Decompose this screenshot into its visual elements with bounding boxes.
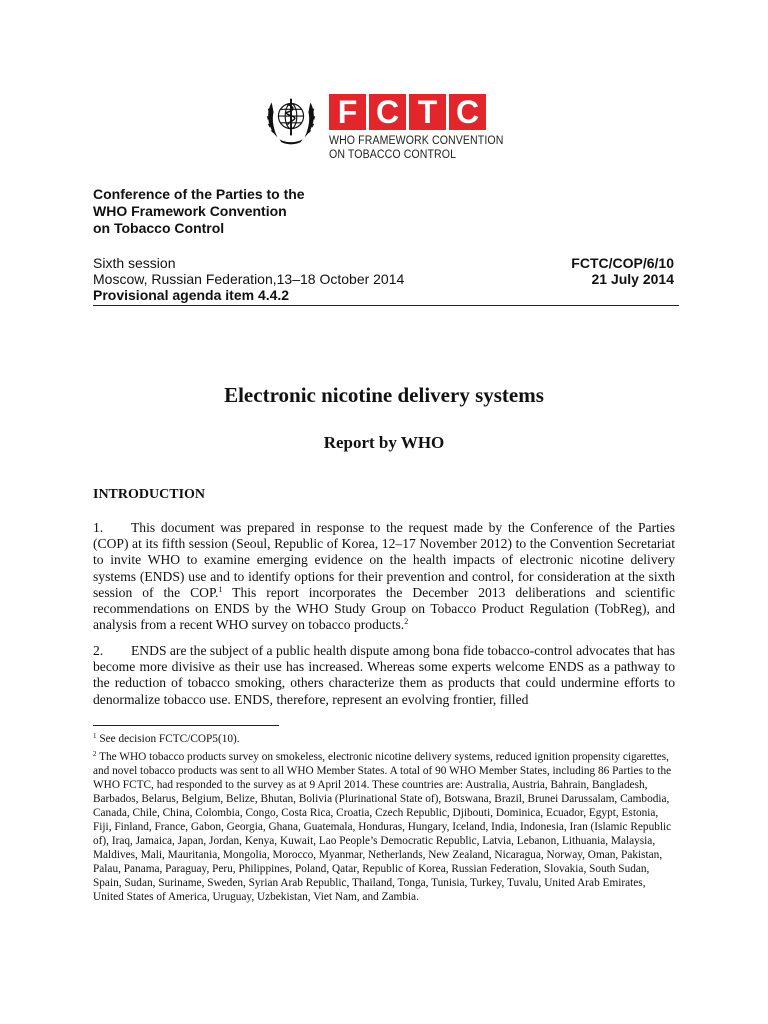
footnote-ref[interactable]: 1 (218, 584, 223, 594)
footnote-2 (93, 750, 679, 904)
document-title: Electronic nicotine delivery systems (224, 383, 544, 407)
paragraph-2 (93, 643, 675, 708)
paragraph-number: 2. (93, 643, 104, 658)
agenda-item: Provisional agenda item 4.4.2 (93, 287, 290, 303)
conference-name (93, 186, 305, 237)
document-symbol: FCTC/COP/6/10 (571, 255, 674, 271)
conference-line: WHO Framework Convention (93, 203, 287, 219)
fctc-letter: C (449, 94, 486, 130)
paragraph-text: This report incorporates the December 2013 deliberations and scientific recommendations on ENDS by the WHO Study Group on Tobacco Product Regulation (TobReg), and analysis from a recent WHO survey on tobacco products. (93, 584, 675, 633)
session-location: Moscow, Russian Federation,13–18 October 2014 (93, 271, 405, 287)
fctc-logo (262, 86, 504, 166)
footnote-ref[interactable]: 2 (404, 617, 409, 627)
fctc-letter: F (329, 94, 366, 130)
fctc-letter: C (369, 94, 406, 130)
paragraph-text: This document was prepared in response to the request made by the Conference of the Parties (COP) at its fifth session (Seoul, Republic of Korea, 12–17 November 2012) to the Convention Secretariat to invite WHO to examine emerging evidence on the health impacts of electronic nicotine delivery systems (ENDS) use and to identify options for their prevention and control, for consideration at the sixth session of the COP. (93, 520, 675, 600)
paragraph-1 (93, 520, 675, 633)
document-subtitle: Report by WHO (323, 433, 445, 452)
footnote-1 (93, 732, 679, 746)
footnote-text: See decision FCTC/COP5(10). (99, 733, 240, 745)
fctc-letters (329, 94, 486, 130)
logo-subtitle-line: ON TOBACCO CONTROL (329, 149, 457, 161)
session-name: Sixth session (93, 255, 176, 271)
paragraph-text: ENDS are the subject of a public health dispute among bona fide tobacco-control advocates that has become more divisive as their use has increased. Whereas some experts welcome ENDS as a pathway to the reduction of tobacco smoking, others characterize them as products that could undermine efforts to denormalize tobacco use. ENDS, therefore, represent an evolving frontier, filled (93, 643, 675, 707)
footnote-mark: 2 (93, 750, 97, 758)
session-info (93, 255, 404, 303)
who-emblem-icon (262, 88, 320, 148)
conference-line: on Tobacco Control (93, 220, 225, 236)
document-date: 21 July 2014 (591, 271, 674, 287)
footnote-text: The WHO tobacco products survey on smokeless, electronic nicotine delivery systems, reduced ignition propensity cigarettes, and novel tobacco products was sent to all WHO Member States. A total of 90 WHO Member States, including 86 Parties to the WHO FCTC, had responded to the survey as at 9 April 2014. These countries are: Australia, Austria, Bahrain, Bangladesh, Barbados, Belarus, Belgium, Belize, Bhutan, Bolivia (Plurinational State of), Botswana, Brazil, Brunei Darussalam, Cambodia, Canada, Chile, China, Colombia, Congo, Costa Rica, Croatia, Czech Republic, Djibouti, Dominica, Ecuador, Egypt, Estonia, Fiji, Finland, France, Gabon, Georgia, Ghana, Guatemala, Honduras, Hungary, Iceland, India, Indonesia, Iran (Islamic Republic of), Iraq, Jamaica, Japan, Jordan, Kenya, Kuwait, Lao People’s Democratic Republic, Latvia, Lebanon, Lithuania, Malaysia, Maldives, Mali, Mauritania, Mongolia, Morocco, Myanmar, Netherlands, New Zealand, Nicaragua, Norway, Oman, Pakistan, Palau, Panama, Paraguay, Peru, Philippines, Poland, Qatar, Republic of Korea, Russian Federation, Slovakia, South Sudan, Spain, Sudan, Suriname, Sweden, Syrian Arab Republic, Thailand, Tonga, Tunisia, Turkey, Tuvalu, United Arab Emirates, United States of America, Uruguay, Uzbekistan, Viet Nam, and Zambia. (93, 751, 672, 903)
logo-subtitle (329, 134, 519, 162)
conference-line: Conference of the Parties to the (93, 186, 305, 202)
paragraph-number: 1. (93, 520, 104, 535)
document-reference (571, 255, 674, 287)
footnote-divider (93, 725, 279, 726)
fctc-letter: T (409, 94, 446, 130)
section-heading: INTRODUCTION (93, 487, 206, 502)
footnote-mark: 1 (93, 732, 97, 740)
header-divider (93, 305, 679, 306)
logo-subtitle-line: WHO FRAMEWORK CONVENTION (329, 135, 504, 147)
